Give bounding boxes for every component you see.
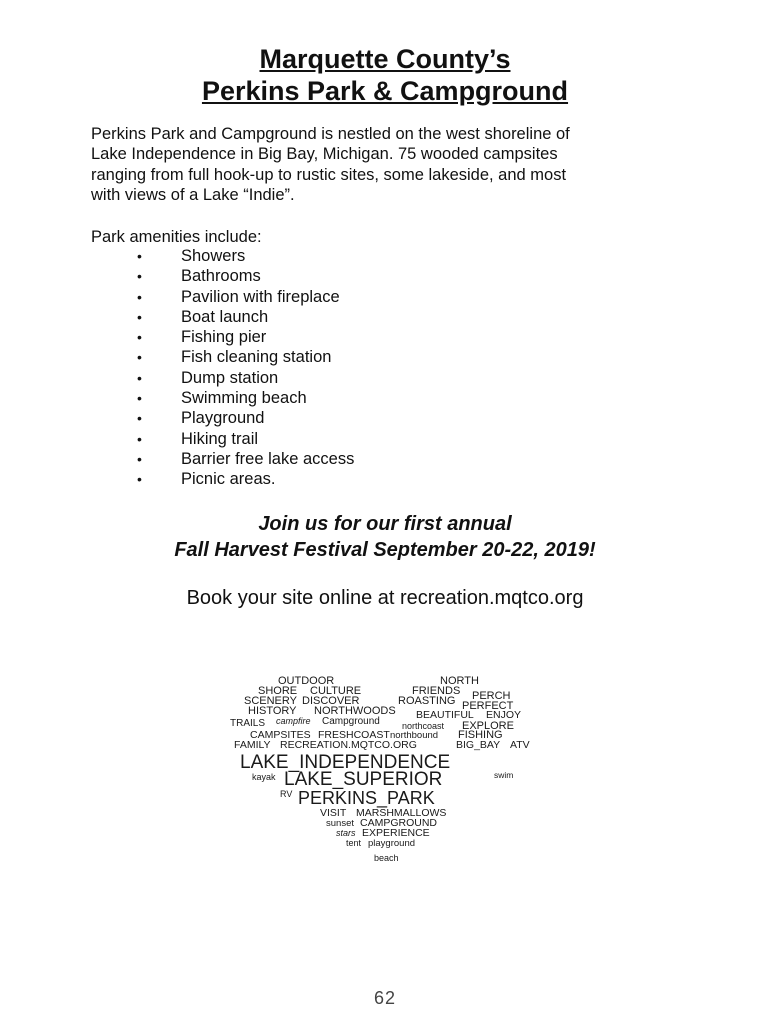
cloud-word: SHORE (258, 685, 298, 697)
cloud-word: playground (368, 838, 416, 849)
intro-line: Lake Independence in Big Bay, Michigan. 75 wooded campsites (91, 145, 558, 164)
cloud-word: PERFECT (462, 700, 514, 712)
amenity-item: • Bathrooms (134, 266, 354, 286)
cloud-word: CULTURE (310, 685, 362, 697)
cloud-word: RV (280, 789, 293, 799)
intro-line: Perkins Park and Campground is nestled on the west shoreline of (91, 125, 570, 143)
page-title-line-1: Marquette County’s (259, 44, 511, 74)
festival-promo-line-1: Join us for our first annual (258, 513, 512, 535)
cloud-word: BEAUTIFUL (416, 709, 474, 721)
amenity-item: • Fish cleaning station (134, 347, 354, 367)
amenity-item: • Picnic areas. (134, 469, 354, 489)
cloud-word: Campground (322, 716, 380, 727)
cloud-word: PERKINS_PARK (298, 788, 435, 808)
cloud-word: BIG_BAY (456, 739, 501, 751)
word-cloud (224, 668, 544, 873)
booking-info: Book your site online at recreation.mqtco.org (186, 587, 584, 609)
intro-line: with views of a Lake “Indie”. (91, 185, 295, 204)
festival-promo-line-2: Fall Harvest Festival September 20-22, 2019! (174, 539, 596, 561)
cloud-word: FRIENDS (412, 685, 461, 697)
cloud-word: EXPERIENCE (362, 827, 430, 839)
cloud-word: FISHING (458, 729, 503, 741)
page-title-line-2: Perkins Park & Campground (201, 76, 569, 106)
cloud-word: NORTHWOODS (314, 705, 396, 717)
amenities-list (134, 246, 354, 490)
cloud-word: PERCH (472, 690, 511, 702)
cloud-word: ENJOY (486, 709, 522, 721)
amenity-item: • Barrier free lake access (134, 449, 354, 469)
cloud-word: EXPLORE (462, 720, 514, 732)
amenity-item: • Boat launch (134, 307, 354, 327)
cloud-word: OUTDOOR (278, 675, 335, 687)
cloud-word: DISCOVER (302, 695, 360, 707)
cloud-word: kayak (252, 772, 276, 782)
cloud-word: RECREATION.MQTCO.ORG (280, 739, 417, 751)
cloud-word: FAMILY (234, 739, 271, 751)
page-number: 62 (373, 988, 397, 1008)
cloud-word: stars (336, 828, 356, 838)
cloud-word: ROASTING (398, 695, 456, 707)
cloud-word: FRESHCOAST (318, 729, 390, 741)
cloud-word: swim (494, 770, 514, 780)
intro-line: ranging from full hook-up to rustic sites, some lakeside, and most (91, 165, 567, 184)
amenity-item: • Fishing pier (134, 327, 354, 347)
cloud-word: VISIT (320, 807, 347, 819)
cloud-word: TRAILS (230, 718, 266, 729)
amenities-heading: Park amenities include: (91, 228, 262, 246)
cloud-word: sunset (326, 818, 354, 829)
amenity-item: • Showers (134, 246, 354, 266)
amenity-item: • Hiking trail (134, 429, 354, 449)
cloud-word: tent (346, 838, 362, 848)
cloud-word: MARSHMALLOWS (356, 807, 447, 819)
cloud-word: LAKE_SUPERIOR (284, 769, 443, 790)
cloud-word: ATV (510, 739, 530, 751)
cloud-word: LAKE_INDEPENDENCE (240, 752, 451, 773)
intro-paragraph (91, 124, 691, 205)
cloud-word: CAMPGROUND (360, 817, 438, 829)
amenity-item: • Pavilion with fireplace (134, 287, 354, 307)
cloud-word: campfire (276, 716, 311, 726)
amenity-item: • Dump station (134, 368, 354, 388)
cloud-word: CAMPSITES (250, 729, 311, 741)
cloud-word: northcoast (402, 721, 445, 731)
cloud-word: HISTORY (248, 705, 297, 717)
cloud-word: NORTH (440, 675, 479, 687)
amenity-item: • Playground (134, 408, 354, 428)
amenity-item: • Swimming beach (134, 388, 354, 408)
cloud-word: northbound (390, 730, 439, 741)
cloud-word: beach (374, 853, 399, 863)
cloud-word: SCENERY (244, 695, 297, 707)
